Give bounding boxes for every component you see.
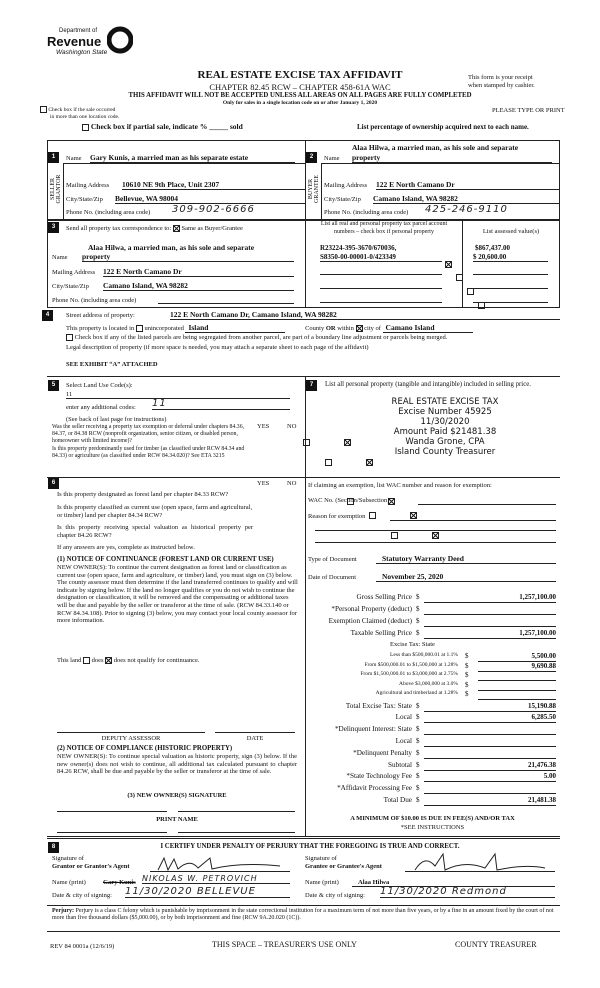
treasurer-use-label: THIS SPACE – TREASURER'S USE ONLY <box>212 940 357 949</box>
location-row[interactable] <box>66 323 473 333</box>
wac-field[interactable] <box>418 497 556 505</box>
additional-codes-field[interactable]: 11 <box>152 398 290 410</box>
notice-1-title: (1) NOTICE OF CONTINUANCE (FOREST LAND OR CURRENT USE) <box>57 556 274 563</box>
certify-statement: I CERTIFY UNDER PENALTY OF PERJURY THAT THE FOREGOING IS TRUE AND CORRECT. <box>160 843 460 850</box>
parcel-header-1: List all real and personal property tax parcel account <box>320 221 448 227</box>
buyer-name-label: Name <box>324 155 340 162</box>
notice-2-title: (2) NOTICE OF COMPLIANCE (HISTORIC PROPERTY) <box>57 745 233 752</box>
perjury-label: Perjury: <box>52 908 74 914</box>
doc-type-label: Type of Document <box>308 556 357 563</box>
if-yes-note: If any answers are yes, complete as instructed below. <box>57 544 195 551</box>
sec5-yes-header: YES <box>257 423 270 430</box>
sec5-question-1: Was the seller receiving a property tax exemption or deferral under chapters 84.36, 84.37, or 84.38 RCW (nonprofit organization, senior citizen, or disabled person, homeowner with limited income)? <box>52 424 245 444</box>
within-label: within <box>337 325 354 332</box>
tax-row-value[interactable]: 5.00 <box>424 772 556 782</box>
tax-row-value[interactable] <box>424 784 556 794</box>
grantor-agent-label: Grantor or Grantor's Agent <box>52 863 130 870</box>
sec3-mailing-label: Mailing Address <box>52 269 96 276</box>
sec3-name-line1[interactable]: Alaa Hilwa, a married man, as his sole and separate <box>88 243 255 252</box>
dollar-sign: $ <box>416 713 420 722</box>
sec6-question-2: Is this property classified as current use (open space, farm and agricultural, or timber) land per chapter 84.34 RCW? <box>57 504 253 519</box>
receipt-note-2: when stamped by cashier. <box>468 82 535 89</box>
tax-row-label: Local <box>395 713 412 722</box>
logo-state: Washington State <box>56 49 108 56</box>
tax-row-value[interactable]: 21,476.38 <box>424 761 556 771</box>
sec3-city-field[interactable]: Camano Island, WA 98282 <box>103 281 294 291</box>
stamp-line: Island County Treasurer <box>394 447 496 457</box>
grantor-date-label: Date & city of signing: <box>52 892 112 899</box>
tax-row-label: Subtotal <box>388 760 412 769</box>
logo-dept-line: Department of <box>59 28 98 34</box>
does-label: does <box>91 657 104 664</box>
tax-row-value[interactable]: 15,190.88 <box>424 702 556 712</box>
tax-row-value[interactable] <box>424 725 556 735</box>
parcel-4[interactable] <box>320 281 442 289</box>
city-of-label: city of <box>364 325 381 332</box>
grantor-date-field[interactable]: 11/30/2020 BELLEVUE <box>125 886 290 898</box>
stamp-line: REAL ESTATE EXCISE TAX <box>391 397 499 407</box>
sec3-city-label: City/State/Zip <box>52 283 89 290</box>
parcel-3[interactable] <box>320 267 442 275</box>
grantor-name-label: Name (print) <box>52 879 86 886</box>
dollar-sign: $ <box>465 690 469 698</box>
grantee-signature-of-label: Signature of <box>305 855 337 862</box>
buyer-mailing-field[interactable]: 122 E North Camano Dr <box>376 180 560 190</box>
section-3-badge: 3 <box>48 222 59 233</box>
land-use-code-field[interactable]: 11 <box>66 391 290 399</box>
new-owner-signature-label: (3) NEW OWNER(S) SIGNATURE <box>127 792 227 799</box>
tax-row-label: *Delinquent Penalty <box>353 748 412 757</box>
buyer-name-line1[interactable]: Alaa Hilwa, a married man, as his sole and separate <box>352 143 519 152</box>
dollar-sign: $ <box>416 617 420 625</box>
seller-city-label: City/State/Zip <box>66 196 103 203</box>
sec6-q3-yes[interactable] <box>391 532 398 539</box>
form-chapter: CHAPTER 82.45 RCW – CHAPTER 458-61A WAC <box>209 82 391 92</box>
section-2-badge: 2 <box>306 152 317 163</box>
tax-row-value[interactable]: 9,690.88 <box>478 662 556 672</box>
same-as-buyer-label: Same as Buyer/Grantee <box>181 225 243 232</box>
buyer-name-field[interactable]: property <box>352 153 552 163</box>
tax-row-label: From $500,000.01 to $1,500,000 at 1.28% <box>364 661 458 668</box>
sec5-q1-no[interactable] <box>344 439 351 446</box>
sec5-q1-yes[interactable] <box>303 439 310 446</box>
grantee-signature-scribble <box>405 852 555 872</box>
list-percentage-note: List percentage of ownership acquired next to each name. <box>357 123 529 131</box>
tax-row-label: *Personal Property (deduct) <box>331 605 412 613</box>
logo-swirl-icon <box>107 26 133 54</box>
see-back-note: (See back of last page for instructions) <box>66 416 167 423</box>
sec6-question-3: Is this property receiving special valuation as historical property per chapter 84.26 RCW? <box>57 524 253 539</box>
assessed-2[interactable]: $ 20,600.00 <box>473 253 548 262</box>
dollar-sign: $ <box>416 795 420 804</box>
sec3-name-field[interactable]: property <box>82 252 294 262</box>
notice-1-text: NEW OWNER(S): To continue the current designation as forest land or classification as current use (open space, farm and agriculture, or timber) land, you must sign on (3) below. The county assessor must then determine if the land transferred continues to qualify and will indicate by signing below. If the land no longer qualifies or you do not wish to continue the designation or classification, it will be removed and the compensating or additional taxes will be due and payable by the seller or transferor at the time of sale. (RCW 84.33.140 or RCW 84.34.108). Prior to signing (3) below, you may contact your local county assessor for more information. <box>57 564 298 625</box>
partial-sale-checkbox[interactable] <box>82 124 89 131</box>
grantor-name-struck: Gary Kunis <box>103 879 136 886</box>
segregated-row[interactable] <box>66 334 447 341</box>
new-owner-signature-line[interactable] <box>57 811 167 812</box>
sec6-q3-no[interactable] <box>432 532 439 539</box>
buyer-city-label: City/State/Zip <box>324 196 361 203</box>
dollar-sign: $ <box>465 671 469 679</box>
tax-row-value[interactable]: 21,481.38 <box>424 796 556 806</box>
tax-row-label: Agricultural and timberland at 1.28% <box>375 690 458 696</box>
exemption-label: If claiming an exemption, list WAC number and reason for exemption: <box>308 482 492 489</box>
notice-2-text: NEW OWNER(S): To continue special valuation as historic property, sign (3) below. If the new owner(s) does not wish to continue, all additional tax calculated pursuant to chapter 84.26 RCW, shall be due and payable by the seller or transferor at the time of sale. <box>57 753 297 776</box>
form-warning: THIS AFFIDAVIT WILL NOT BE ACCEPTED UNLESS ALL AREAS ON ALL PAGES ARE FULLY COMPLETED <box>128 92 472 99</box>
section-4-badge: 4 <box>42 310 53 321</box>
tax-row-value[interactable] <box>424 617 556 627</box>
send-correspondence-label: Send all property tax correspondence to: <box>66 225 172 232</box>
tax-row-label: Gross Selling Price <box>356 593 412 601</box>
parcel-header-2: numbers – check box if personal property <box>334 229 434 235</box>
partial-sale-label: Check box if partial sale, indicate % _____ sold <box>90 122 243 131</box>
deputy-assessor-label: DEPUTY ASSESSOR <box>101 735 161 742</box>
parcel-2[interactable]: S8350-00-00001-0/423349 <box>320 253 442 262</box>
parcel-1[interactable]: R23224-395-3670/670036, <box>320 244 397 252</box>
seller-name-field[interactable]: Gary Kunis, a married man as his separate estate <box>90 153 295 163</box>
seller-mailing-label: Mailing Address <box>66 182 110 189</box>
wac-label: WAC No. (Section/Subsection) <box>308 497 390 504</box>
does-qualify-checkbox[interactable] <box>83 657 90 664</box>
county-field[interactable]: Island <box>185 323 285 333</box>
multi-location-label-2: in more than one location code. <box>50 114 120 120</box>
dor-logo <box>47 28 137 70</box>
segregated-label: Check box if any of the listed parcels are being segregated from another parcel, are part of a boundary line adjustment or parcels being merged. <box>74 334 448 341</box>
tax-row-label: Taxable Selling Price <box>350 629 412 637</box>
dollar-sign: $ <box>416 593 420 601</box>
grantor-signature-of-label: Signature of <box>52 855 84 862</box>
parcel-5[interactable] <box>320 295 442 303</box>
dollar-sign: $ <box>416 748 420 757</box>
tax-row-label: Exemption Claimed (deduct) <box>328 617 412 625</box>
section-8-badge: 8 <box>48 842 59 853</box>
minimum-due-note: A MINIMUM OF $10.00 IS DUE IN FEE(S) AND/OR TAX <box>350 815 515 822</box>
sec3-name-label: Name <box>52 254 68 261</box>
stamp-line: Excise Number 45925 <box>398 407 492 417</box>
land-use-label: Select Land Use Code(s): <box>66 382 133 389</box>
tax-row-label: Total Due <box>383 795 412 804</box>
excise-tax-state-label: Excise Tax: State <box>390 641 435 648</box>
partial-sale-row[interactable] <box>82 122 243 131</box>
dollar-sign: $ <box>416 725 420 734</box>
form-only-for: Only for sales in a single location code on or after January 1, 2020 <box>222 100 378 106</box>
grantee-date-field[interactable]: 11/30/2020 Redmond <box>380 886 555 898</box>
grantee-name-field[interactable]: Alaa Hilwa <box>352 879 555 887</box>
assessed-3[interactable] <box>473 267 548 275</box>
legal-description-value[interactable]: SEE EXHIBIT “A” ATTACHED <box>66 361 158 368</box>
tax-row-label: Local <box>395 736 412 745</box>
sec5-question-2: Is this property predominantly used for timber (as classified under RCW 84.34 and 84.33) or agriculture (as classified under RCW 84.34.020)? See ETA 3215 <box>52 446 245 459</box>
continuance-row[interactable] <box>57 657 200 664</box>
section-1-badge: 1 <box>48 152 59 163</box>
sec5-q2-no[interactable] <box>366 459 373 466</box>
tax-row-value[interactable]: 6,285.50 <box>424 713 556 723</box>
sec6-question-1: Is this property designated as forest land per chapter 84.33 RCW? <box>57 491 229 498</box>
doc-type-field[interactable]: Statutory Warranty Deed <box>376 554 556 564</box>
seller-phone-field[interactable]: 309-902-6666 <box>172 204 255 215</box>
dollar-sign: $ <box>416 701 420 710</box>
revision-label: REV 84 0001a (12/6/19) <box>50 943 115 950</box>
tax-row-value[interactable]: 5,500.00 <box>478 652 556 662</box>
assessed-4[interactable] <box>473 281 548 289</box>
sec3-mailing-field[interactable]: 122 E North Camano Dr <box>103 267 294 277</box>
city-field[interactable]: Camano Island <box>383 323 473 333</box>
grantor-signature-field[interactable] <box>150 856 290 872</box>
dollar-sign: $ <box>465 652 469 660</box>
county-label: County <box>305 325 325 332</box>
grantor-signature-scribble <box>150 856 290 872</box>
unincorporated-checkbox[interactable] <box>136 325 143 332</box>
assessed-5[interactable] <box>473 295 548 303</box>
grantee-agent-label: Grantee or Grantee's Agent <box>305 863 382 870</box>
please-type: PLEASE TYPE OR PRINT <box>492 107 565 114</box>
send-correspondence-row[interactable] <box>66 225 243 232</box>
tax-row-label: *Delinquent Interest: State <box>334 725 412 734</box>
tax-row-label: Total Excise Tax: State <box>345 701 412 710</box>
logo-dept-name: Revenue <box>47 34 102 49</box>
street-label: Street address of property: <box>66 312 135 319</box>
does-not-qualify-checkbox[interactable] <box>105 657 112 664</box>
grantee-name-label: Name (print) <box>305 879 339 886</box>
parcel-2-personal-checkbox[interactable] <box>445 261 452 268</box>
tax-row-value[interactable] <box>478 671 556 681</box>
perjury-notice <box>52 908 557 923</box>
multi-location-label: Check box if the sale occurred <box>48 106 116 113</box>
stamp-line: Wanda Grone, CPA <box>405 437 485 447</box>
seller-grantor-label: SELLER GRANTOR <box>50 174 62 204</box>
assessed-header: List assessed value(s) <box>482 228 540 235</box>
tax-row-label: *State Technology Fee <box>346 772 412 781</box>
seller-city-field[interactable]: Bellevue, WA 98004 <box>115 194 305 204</box>
buyer-grantee-label: BUYER GRANTEE <box>308 175 320 203</box>
buyer-phone-field[interactable]: 425-246-9110 <box>425 204 508 215</box>
street-field[interactable]: 122 E North Camano Dr, Camano Island, WA 98282 <box>170 310 560 320</box>
located-label: This property is located in <box>66 325 135 332</box>
tax-row-label: Above $3,000,000 at 3.0% <box>399 680 458 687</box>
legal-description-label: Legal description of property (if more space is needed, you may attach a separate sheet to each page of the affidavit) <box>66 344 369 351</box>
section-5-badge: 5 <box>48 380 59 391</box>
or-label: OR <box>325 325 336 332</box>
dollar-sign: $ <box>416 736 420 745</box>
print-name-label: PRINT NAME <box>156 816 198 823</box>
tax-row-label: *Affidavit Processing Fee <box>337 784 412 793</box>
segregated-checkbox[interactable] <box>66 334 73 341</box>
stamp-line: Amount Paid $21481.38 <box>393 427 497 437</box>
reason-label: Reason for exemption <box>308 513 366 520</box>
tax-row-value[interactable]: 1,257,100.00 <box>424 593 556 603</box>
see-instructions-note: *SEE INSTRUCTIONS <box>400 824 465 831</box>
sec6-no-header: NO <box>287 480 297 487</box>
assessed-1[interactable]: $867,437.00 <box>475 244 510 252</box>
treasurer-stamp <box>360 397 530 457</box>
does-not-label: does not qualify for continuance. <box>113 657 200 664</box>
sec6-q2-yes[interactable] <box>369 512 376 519</box>
sec3-phone-label: Phone No. (including area code) <box>52 297 137 304</box>
sec5-no-header: NO <box>287 423 297 430</box>
grantor-name-field[interactable]: NIKOLAS W. PETROVICH <box>142 874 290 884</box>
buyer-phone-label: Phone No. (including area code) <box>324 209 409 216</box>
reason-field[interactable] <box>390 513 556 521</box>
buyer-mailing-label: Mailing Address <box>324 182 368 189</box>
multi-location-checkbox[interactable] <box>40 106 47 113</box>
county-treasurer-label: COUNTY TREASURER <box>455 940 537 949</box>
dollar-sign: $ <box>465 680 469 689</box>
multi-location-checkbox-row[interactable] <box>40 106 115 113</box>
additional-codes-label: enter any additional codes: <box>66 404 136 411</box>
tax-row-value[interactable] <box>478 681 556 691</box>
this-land-label: This land <box>57 657 82 664</box>
grantee-signature-field[interactable] <box>405 852 555 872</box>
form-title: REAL ESTATE EXCISE TAX AFFIDAVIT <box>197 69 403 81</box>
assessor-date-label: DATE <box>246 735 264 742</box>
dollar-sign: $ <box>416 772 420 781</box>
within-city-checkbox[interactable] <box>356 325 363 332</box>
dollar-sign: $ <box>416 760 420 769</box>
sec3-phone-field[interactable] <box>158 296 294 304</box>
tax-row-value[interactable] <box>478 690 556 700</box>
seller-phone-label: Phone No. (including area code) <box>66 209 151 216</box>
stamp-line: 11/30/2020 <box>420 417 470 427</box>
tax-row-value[interactable] <box>424 605 556 615</box>
seller-name-label: Name <box>66 155 82 162</box>
doc-date-label: Date of Document <box>308 574 357 581</box>
tax-row-label: Less than $500,000.01 at 1.1% <box>390 652 458 658</box>
sec5-q2-yes[interactable] <box>325 459 332 466</box>
tax-row-value[interactable]: 1,257,100.00 <box>424 629 556 639</box>
tax-row-value[interactable] <box>424 749 556 759</box>
tax-row-label: From $1,500,000.01 to $3,000,000 at 2.75% <box>360 671 458 677</box>
personal-property-label: List all personal property (tangible and intangible) included in selling price. <box>325 381 531 388</box>
parcel-3-personal-checkbox[interactable] <box>456 274 463 281</box>
tax-row-value[interactable] <box>424 737 556 747</box>
same-as-buyer-checkbox[interactable] <box>173 225 180 232</box>
sec6-yes-header: YES <box>257 480 270 487</box>
section-6-badge: 6 <box>48 478 59 489</box>
seller-mailing-field[interactable]: 10610 NE 9th Place, Unit 2307 <box>122 180 305 190</box>
dollar-sign: $ <box>416 784 420 793</box>
dollar-sign: $ <box>416 629 420 637</box>
dollar-sign: $ <box>416 605 420 613</box>
dollar-sign: $ <box>465 661 469 670</box>
unincorporated-label: unincorporated <box>144 325 184 332</box>
receipt-note-1: This form is your receipt <box>468 74 533 81</box>
section-7-badge: 7 <box>306 380 317 391</box>
grantee-date-label: Date & city of signing: <box>305 892 365 899</box>
perjury-text: Perjury is a class C felony which is punishable by imprisonment in the state correctional institution for a maximum term of not more than five years, or by a fine in an amount fixed by the court of not more than five thousand dollars ($5,000.00), or by both imprisonment and fine (RCW 9A.20.020 (1C)). <box>52 908 554 922</box>
doc-date-field[interactable]: November 25, 2020 <box>376 572 556 582</box>
buyer-city-field[interactable]: Camano Island, WA 98282 <box>373 194 560 204</box>
